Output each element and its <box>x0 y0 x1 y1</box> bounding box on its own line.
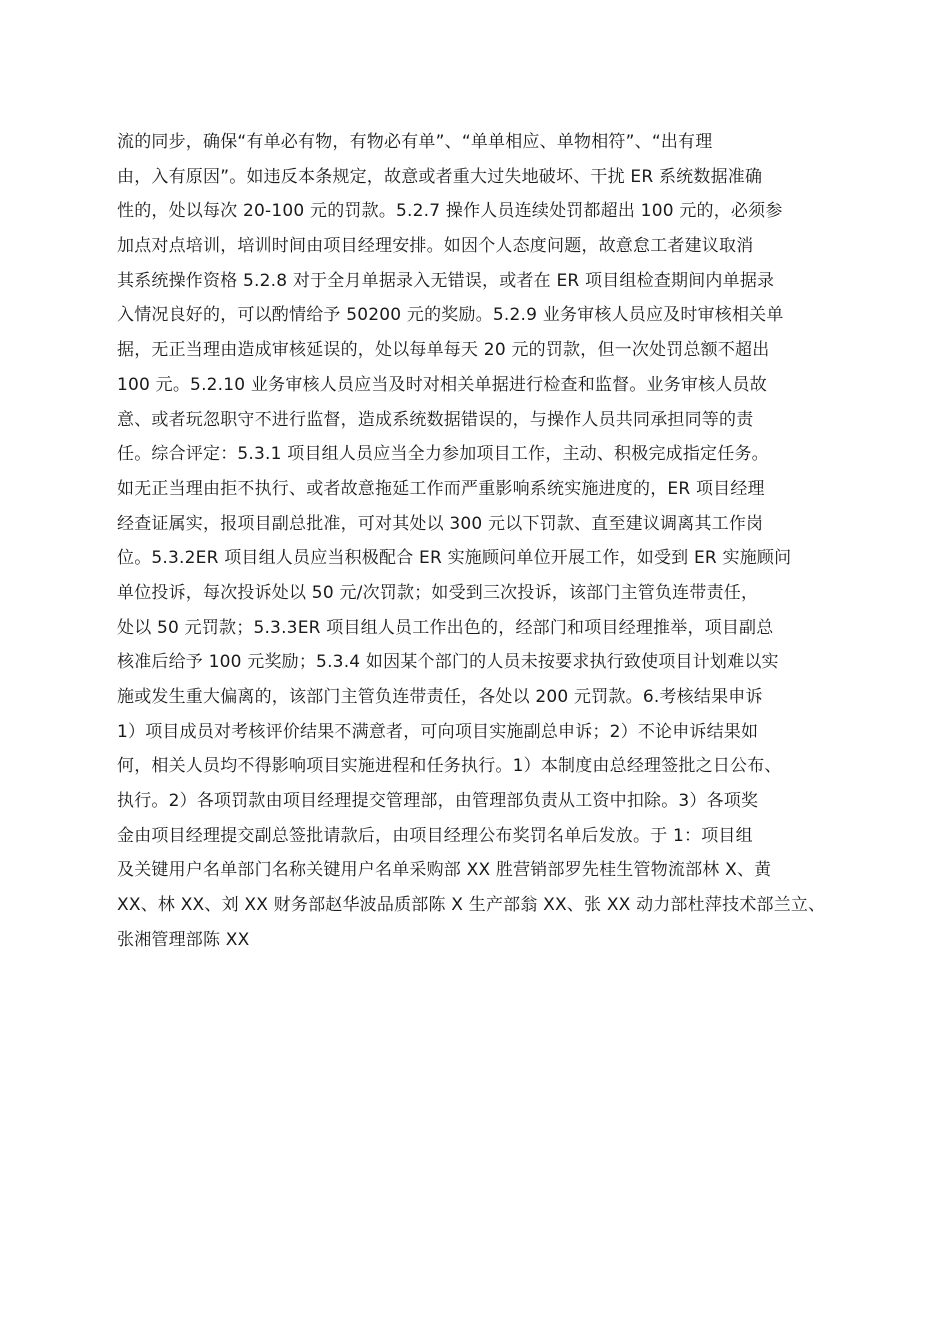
text-line: 施或发生重大偏离的，该部门主管负连带责任，各处以 200 元罚款。6.考核结果申诉 <box>117 687 763 707</box>
text-line: 单位投诉，每次投诉处以 50 元/次罚款；如受到三次投诉，该部门主管负连带责任， <box>117 582 759 603</box>
text-line: 其系统操作资格 5.2.8 对于全月单据录入无错误，或者在 ER 项目组检查期间内单据录 <box>117 270 775 291</box>
text-line: 何，相关人员均不得影响项目实施进程和任务执行。1）本制度由总经理签批之日公布、 <box>117 756 782 777</box>
text-line: 核准后给予 100 元奖励；5.3.4 如因某个部门的人员未按要求执行致使项目计划难以实 <box>117 652 779 673</box>
text-line: 经查证属实，报项目副总批准，可对其处以 300 元以下罚款、直至建议调离其工作岗 <box>117 513 764 534</box>
text-line: 如无正当理由拒不执行、或者故意拖延工作而严重影响系统实施进度的，ER 项目经理 <box>117 478 765 499</box>
text-line: 100 元。5.2.10 业务审核人员应当及时对相关单据进行检查和监督。业务审核人员故 <box>117 374 767 395</box>
text-line: 1）项目成员对考核评价结果不满意者，可向项目实施副总申诉；2）不论申诉结果如 <box>117 721 759 742</box>
text-line: 性的，处以每次 20-100 元的罚款。5.2.7 操作人员连续处罚都超出 100 元的，必须参 <box>117 201 783 222</box>
text-line: 及关键用户名单部门名称关键用户名单采购部 XX 胜营销部罗先桂生管物流部林 X、黄 <box>117 860 772 881</box>
text-line: XX、林 XX、刘 XX 财务部赵华波品质部陈 X 生产部翁 XX、张 XX 动力部杜萍技术部兰立、 <box>117 895 826 916</box>
text-line: 执行。2）各项罚款由项目经理提交管理部，由管理部负责从工资中扣除。3）各项奖 <box>117 791 759 812</box>
text-line: 意、或者玩忽职守不进行监督，造成系统数据错误的，与操作人员共同承担同等的责 <box>117 409 754 430</box>
text-line: 任。综合评定：5.3.1 项目组人员应当全力参加项目工作，主动、积极完成指定任务。 <box>117 444 769 465</box>
text-line: 加点对点培训，培训时间由项目经理安排。如因个人态度问题，故意怠工者建议取消 <box>117 236 754 257</box>
text-line: 入情况良好的，可以酌情给予 50200 元的奖励。5.2.9 业务审核人员应及时审核相关单 <box>117 305 784 326</box>
body-text <box>117 125 857 958</box>
text-line: 张湘管理部陈 XX <box>117 929 250 950</box>
text-line: 金由项目经理提交副总签批请款后，由项目经理公布奖罚名单后发放。于 1：项目组 <box>117 825 753 846</box>
text-line: 处以 50 元罚款；5.3.3ER 项目组人员工作出色的，经部门和项目经理推举，项目副总 <box>117 617 774 638</box>
text-line: 流的同步，确保“有单必有物，有物必有单”、“单单相应、单物相符”、“出有理 <box>117 132 713 152</box>
text-line: 位。5.3.2ER 项目组人员应当积极配合 ER 实施顾问单位开展工作，如受到 ER 实施顾问 <box>117 548 792 569</box>
text-line: 据，无正当理由造成审核延误的，处以每单每天 20 元的罚款，但一次处罚总额不超出 <box>117 340 770 361</box>
text-line: 由，入有原因”。如违反本条规定，故意或者重大过失地破坏、干扰 ER 系统数据准确 <box>117 166 763 187</box>
